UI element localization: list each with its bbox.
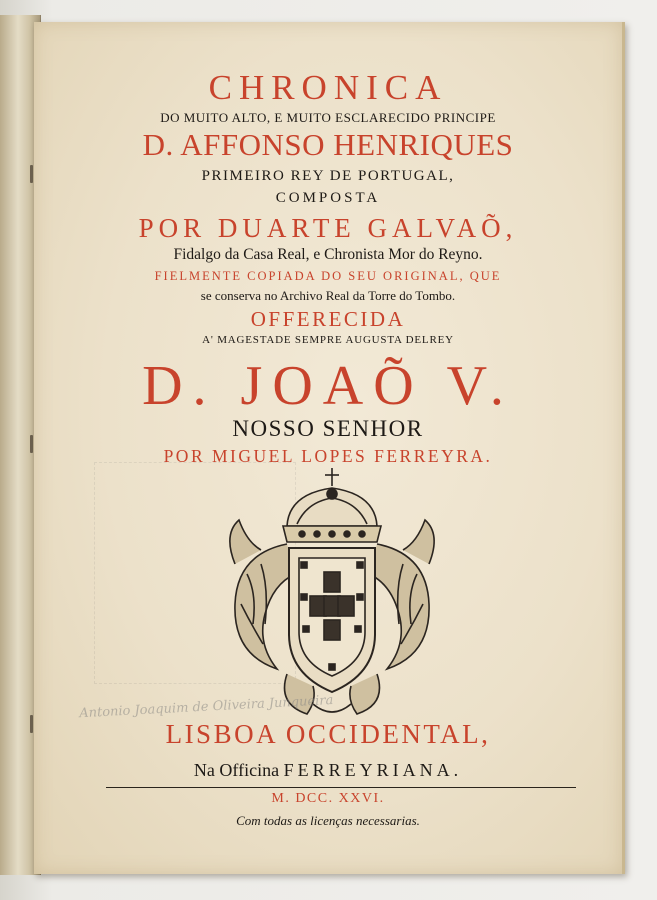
imprint-year: M. DCC. XXVI. <box>271 791 385 806</box>
binding-stitch <box>30 715 33 733</box>
archive-note: se conserva no Archivo Real da Torre do Tombo. <box>200 288 456 303</box>
imprint-printer <box>34 760 622 781</box>
copy-note: FIELMENTE COPIADA DO SEU ORIGINAL, QUE <box>154 269 502 283</box>
printer-prefix: Na Officina <box>193 760 280 780</box>
binding-stitch <box>30 165 33 183</box>
king-title: PRIMEIRO REY DE PORTUGAL, <box>201 168 455 184</box>
offerecida-label: OFFERECIDA <box>250 307 406 331</box>
printer-name: FERREYRIANA. <box>283 760 463 780</box>
subtitle-line: DO MUITO ALTO, E MUITO ESCLARECIDO PRINCIPE <box>160 110 496 125</box>
prince-name: D. AFFONSO HENRIQUES <box>142 127 514 162</box>
nosso-senhor: NOSSO SENHOR <box>232 416 424 441</box>
divider-rule <box>106 787 576 788</box>
editor-name: POR MIGUEL LOPES FERREYRA. <box>163 446 493 466</box>
king-name: D. JOAÕ V. <box>142 355 514 417</box>
dedication-line: A' MAGESTADE SEMPRE AUGUSTA DELREY <box>202 334 454 346</box>
handwritten-inscription: Antonio Joaquim de Oliveira Junqueira <box>78 693 334 722</box>
author-description: Fidalgo da Casa Real, e Chronista Mor do Reyno. <box>173 246 483 263</box>
composta-label: COMPOSTA <box>275 190 381 206</box>
binding-stitch <box>30 435 33 453</box>
title-page <box>34 22 625 874</box>
licenses-note: Com todas as licenças necessarias. <box>236 813 420 828</box>
imprint-place: LISBOA OCCIDENTAL, <box>165 719 491 749</box>
book-title: CHRONICA <box>208 68 448 107</box>
coat-of-arms-icon <box>217 464 447 724</box>
author-name: POR DUARTE GALVAÕ, <box>138 213 518 243</box>
